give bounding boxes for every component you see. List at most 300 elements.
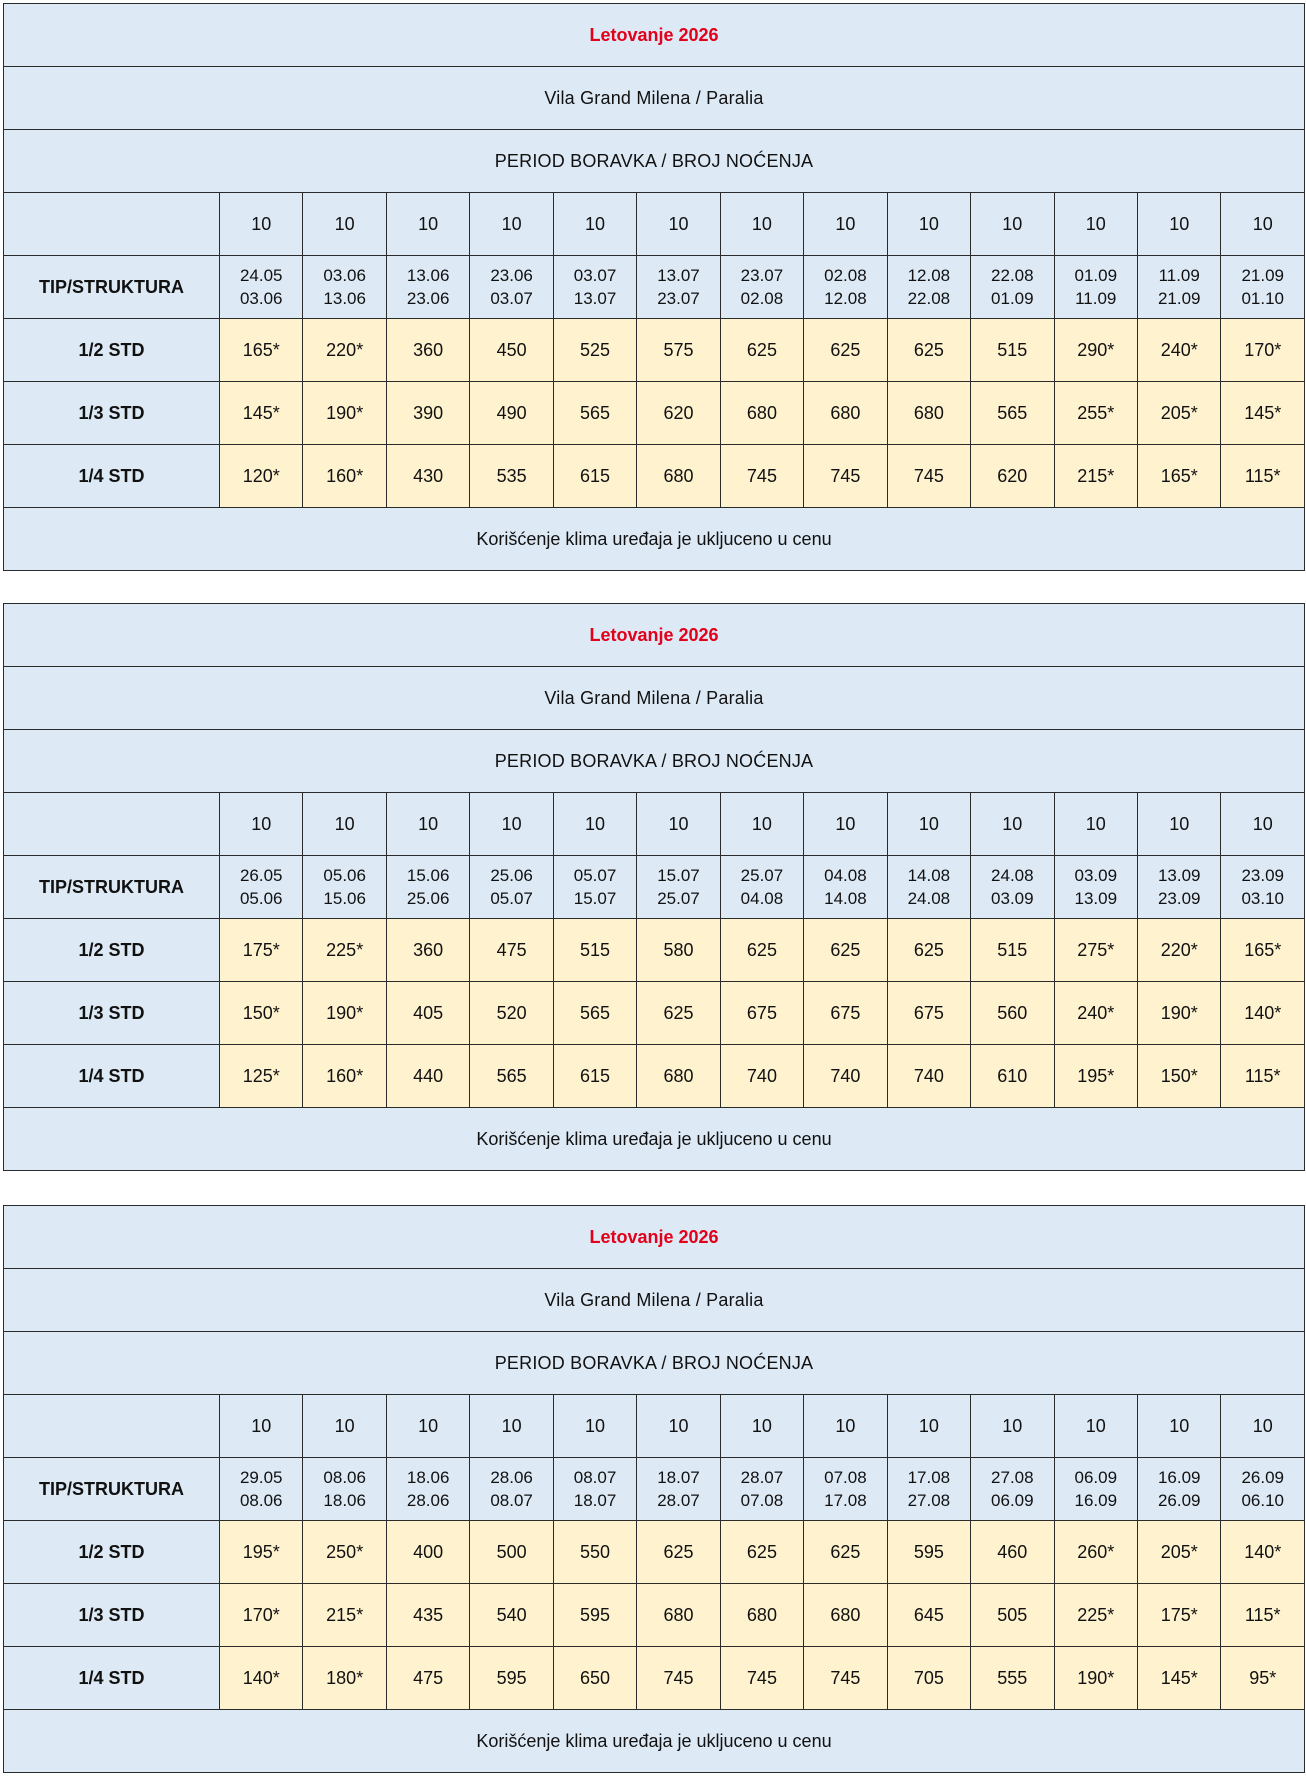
period-cell	[386, 856, 469, 919]
price-cell: 170*	[220, 1584, 303, 1647]
price-cell: 745	[637, 1647, 720, 1710]
price-cell: 260*	[1054, 1521, 1137, 1584]
nights-cell: 10	[553, 793, 636, 856]
price-cell: 560	[971, 982, 1054, 1045]
nights-cell: 10	[303, 1395, 386, 1458]
price-cell: 225*	[303, 919, 386, 982]
period-to: 03.06	[239, 289, 283, 308]
price-cell: 565	[971, 382, 1054, 445]
nights-cell: 10	[720, 1395, 803, 1458]
period-cell	[1221, 1458, 1305, 1521]
price-cell: 540	[470, 1584, 553, 1647]
period-cell	[303, 256, 386, 319]
nights-cell: 10	[804, 1395, 887, 1458]
price-cell: 145*	[1137, 1647, 1220, 1710]
price-table-block	[3, 603, 1305, 1171]
price-cell: 190*	[1137, 982, 1220, 1045]
price-cell: 610	[971, 1045, 1054, 1108]
nights-cell: 10	[386, 1395, 469, 1458]
season-title: Letovanje 2026	[4, 604, 1305, 667]
price-cell: 290*	[1054, 319, 1137, 382]
price-cell: 140*	[1221, 982, 1305, 1045]
period-cell	[887, 856, 970, 919]
hotel-name: Vila Grand Milena / Paralia	[4, 1269, 1305, 1332]
price-cell: 515	[971, 919, 1054, 982]
price-table-block	[3, 3, 1305, 571]
period-to: 22.08	[907, 289, 951, 308]
period-to: 13.09	[1074, 889, 1118, 908]
dates-row	[4, 1458, 1305, 1521]
price-cell: 615	[553, 1045, 636, 1108]
price-table	[3, 3, 1305, 571]
period-from: 23.09	[1241, 866, 1284, 885]
price-cell: 680	[637, 1584, 720, 1647]
price-cell: 680	[804, 382, 887, 445]
price-cell: 145*	[220, 382, 303, 445]
footer-note: Korišćenje klima uređaja je ukljuceno u cenu	[4, 508, 1305, 571]
period-cell	[637, 256, 720, 319]
period-to: 03.07	[490, 289, 533, 308]
price-cell: 275*	[1054, 919, 1137, 982]
period-to: 11.09	[1075, 289, 1117, 308]
room-type-label: 1/4 STD	[4, 445, 220, 508]
price-table	[3, 603, 1305, 1171]
nights-cell: 10	[303, 793, 386, 856]
nights-cell: 10	[1054, 193, 1137, 256]
price-cell: 175*	[220, 919, 303, 982]
period-from: 13.07	[657, 266, 700, 285]
price-cell: 115*	[1221, 445, 1305, 508]
price-cell: 625	[804, 1521, 887, 1584]
period-from: 27.08	[991, 1468, 1034, 1487]
price-cell: 620	[971, 445, 1054, 508]
season-title: Letovanje 2026	[4, 4, 1305, 67]
nights-cell: 10	[220, 1395, 303, 1458]
period-cell	[720, 1458, 803, 1521]
period-cell	[720, 256, 803, 319]
season-title: Letovanje 2026	[4, 1206, 1305, 1269]
price-row	[4, 1647, 1305, 1710]
price-cell: 745	[804, 445, 887, 508]
nights-cell: 10	[887, 1395, 970, 1458]
period-cell	[303, 856, 386, 919]
nights-cell: 10	[386, 193, 469, 256]
period-from: 25.07	[740, 866, 784, 885]
period-cell	[553, 256, 636, 319]
price-cell: 745	[887, 445, 970, 508]
period-from: 02.08	[824, 266, 867, 285]
price-cell: 500	[470, 1521, 553, 1584]
price-cell: 680	[637, 1045, 720, 1108]
price-cell: 515	[971, 319, 1054, 382]
period-cell	[804, 256, 887, 319]
period-cell	[637, 856, 720, 919]
price-cell: 680	[887, 382, 970, 445]
price-cell: 165*	[1137, 445, 1220, 508]
period-from: 17.08	[907, 1468, 951, 1487]
price-row	[4, 1584, 1305, 1647]
period-to: 16.09	[1074, 1491, 1118, 1510]
nights-cell: 10	[553, 1395, 636, 1458]
period-from: 01.09	[1074, 266, 1118, 285]
period-from: 14.08	[907, 866, 951, 885]
nights-cell: 10	[804, 193, 887, 256]
period-from: 13.09	[1157, 866, 1201, 885]
price-cell: 580	[637, 919, 720, 982]
type-label: TIP/STRUKTURA	[4, 256, 220, 319]
price-cell: 675	[804, 982, 887, 1045]
price-cell: 575	[637, 319, 720, 382]
period-from: 26.05	[239, 866, 283, 885]
price-cell: 120*	[220, 445, 303, 508]
price-cell: 160*	[303, 445, 386, 508]
period-from: 28.07	[740, 1468, 784, 1487]
nights-cell: 10	[887, 193, 970, 256]
price-cell: 565	[553, 982, 636, 1045]
price-table-block	[3, 1205, 1305, 1773]
period-to: 25.07	[657, 889, 700, 908]
price-cell: 115*	[1221, 1584, 1305, 1647]
period-from: 24.05	[239, 266, 283, 285]
nights-cell: 10	[637, 1395, 720, 1458]
price-cell: 680	[637, 445, 720, 508]
price-cell: 225*	[1054, 1584, 1137, 1647]
period-from: 13.06	[406, 266, 450, 285]
empty-cell	[4, 193, 220, 256]
price-cell: 190*	[303, 382, 386, 445]
nights-cell: 10	[1221, 193, 1305, 256]
period-cell	[804, 856, 887, 919]
period-from: 29.05	[239, 1468, 283, 1487]
period-header: PERIOD BORAVKA / BROJ NOĆENJA	[4, 130, 1305, 193]
price-cell: 625	[637, 982, 720, 1045]
nights-cell: 10	[1137, 193, 1220, 256]
price-cell: 680	[720, 382, 803, 445]
nights-cell: 10	[386, 793, 469, 856]
price-cell: 115*	[1221, 1045, 1305, 1108]
price-cell: 240*	[1137, 319, 1220, 382]
room-type-label: 1/4 STD	[4, 1647, 220, 1710]
period-cell	[1054, 256, 1137, 319]
price-cell: 615	[553, 445, 636, 508]
period-cell	[971, 856, 1054, 919]
period-cell	[220, 1458, 303, 1521]
period-to: 13.07	[573, 289, 617, 308]
price-cell: 675	[720, 982, 803, 1045]
period-cell	[1221, 856, 1305, 919]
nights-cell: 10	[1137, 793, 1220, 856]
price-cell: 180*	[303, 1647, 386, 1710]
period-cell	[470, 256, 553, 319]
type-label: TIP/STRUKTURA	[4, 1458, 220, 1521]
price-cell: 450	[470, 319, 553, 382]
price-cell: 190*	[303, 982, 386, 1045]
dates-row	[4, 856, 1305, 919]
price-cell: 625	[887, 319, 970, 382]
period-from: 26.09	[1241, 1468, 1284, 1487]
period-to: 06.09	[991, 1491, 1034, 1510]
nights-cell: 10	[971, 793, 1054, 856]
price-cell: 475	[386, 1647, 469, 1710]
price-cell: 745	[804, 1647, 887, 1710]
period-from: 07.08	[824, 1468, 867, 1487]
nights-cell: 10	[804, 793, 887, 856]
price-cell: 140*	[1221, 1521, 1305, 1584]
price-cell: 460	[971, 1521, 1054, 1584]
period-from: 08.06	[323, 1468, 366, 1487]
period-to: 13.06	[323, 289, 366, 308]
room-type-label: 1/2 STD	[4, 919, 220, 982]
footer-note: Korišćenje klima uređaja je ukljuceno u cenu	[4, 1108, 1305, 1171]
nights-cell: 10	[303, 193, 386, 256]
nights-cell: 10	[220, 193, 303, 256]
period-from: 15.07	[657, 866, 700, 885]
price-row	[4, 445, 1305, 508]
price-cell: 595	[887, 1521, 970, 1584]
nights-cell: 10	[553, 193, 636, 256]
period-cell	[470, 856, 553, 919]
nights-cell: 10	[971, 1395, 1054, 1458]
period-to: 27.08	[907, 1491, 951, 1510]
period-to: 18.06	[323, 1491, 366, 1510]
period-to: 18.07	[573, 1491, 617, 1510]
period-to: 01.10	[1241, 289, 1284, 308]
nights-cell: 10	[1137, 1395, 1220, 1458]
nights-row	[4, 193, 1305, 256]
period-to: 05.06	[239, 889, 283, 908]
price-cell: 220*	[303, 319, 386, 382]
period-from: 04.08	[824, 866, 867, 885]
price-cell: 400	[386, 1521, 469, 1584]
nights-cell: 10	[1054, 1395, 1137, 1458]
period-cell	[1137, 856, 1220, 919]
period-to: 07.08	[740, 1491, 784, 1510]
price-cell: 550	[553, 1521, 636, 1584]
price-cell: 175*	[1137, 1584, 1220, 1647]
period-cell	[553, 1458, 636, 1521]
period-from: 23.07	[740, 266, 784, 285]
period-from: 22.08	[991, 266, 1034, 285]
price-row	[4, 1045, 1305, 1108]
price-cell: 620	[637, 382, 720, 445]
price-cell: 565	[553, 382, 636, 445]
hotel-name: Vila Grand Milena / Paralia	[4, 667, 1305, 730]
period-cell	[1137, 256, 1220, 319]
price-row	[4, 382, 1305, 445]
period-cell	[220, 256, 303, 319]
period-header: PERIOD BORAVKA / BROJ NOĆENJA	[4, 730, 1305, 793]
period-to: 04.08	[740, 889, 784, 908]
period-to: 28.06	[406, 1491, 450, 1510]
price-cell: 150*	[1137, 1045, 1220, 1108]
period-to: 23.07	[657, 289, 700, 308]
price-table	[3, 1205, 1305, 1773]
price-cell: 145*	[1221, 382, 1305, 445]
period-cell	[386, 1458, 469, 1521]
price-cell: 165*	[220, 319, 303, 382]
period-cell	[386, 256, 469, 319]
period-cell	[887, 256, 970, 319]
period-cell	[553, 856, 636, 919]
period-from: 18.06	[406, 1468, 450, 1487]
period-to: 08.07	[490, 1491, 533, 1510]
nights-cell: 10	[637, 193, 720, 256]
period-to: 23.09	[1157, 889, 1201, 908]
price-cell: 170*	[1221, 319, 1305, 382]
price-row	[4, 919, 1305, 982]
price-cell: 745	[720, 445, 803, 508]
period-from: 21.09	[1241, 266, 1284, 285]
dates-row	[4, 256, 1305, 319]
price-row	[4, 1521, 1305, 1584]
price-cell: 625	[804, 319, 887, 382]
price-cell: 645	[887, 1584, 970, 1647]
price-cell: 535	[470, 445, 553, 508]
price-cell: 190*	[1054, 1647, 1137, 1710]
price-cell: 740	[720, 1045, 803, 1108]
price-cell: 680	[804, 1584, 887, 1647]
period-to: 14.08	[824, 889, 867, 908]
period-cell	[971, 256, 1054, 319]
type-label: TIP/STRUKTURA	[4, 856, 220, 919]
hotel-name: Vila Grand Milena / Paralia	[4, 67, 1305, 130]
period-from: 15.06	[406, 866, 450, 885]
period-header: PERIOD BORAVKA / BROJ NOĆENJA	[4, 1332, 1305, 1395]
price-cell: 680	[720, 1584, 803, 1647]
period-cell	[220, 856, 303, 919]
period-from: 05.06	[323, 866, 366, 885]
period-from: 18.07	[657, 1468, 700, 1487]
price-cell: 625	[720, 319, 803, 382]
price-cell: 215*	[1054, 445, 1137, 508]
period-from: 08.07	[573, 1468, 617, 1487]
price-cell: 195*	[220, 1521, 303, 1584]
period-to: 01.09	[991, 289, 1034, 308]
price-cell: 160*	[303, 1045, 386, 1108]
period-from: 03.07	[573, 266, 617, 285]
period-from: 06.09	[1074, 1468, 1118, 1487]
price-cell: 205*	[1137, 1521, 1220, 1584]
period-to: 08.06	[239, 1491, 283, 1510]
period-cell	[1054, 856, 1137, 919]
period-to: 03.10	[1241, 889, 1284, 908]
period-to: 25.06	[406, 889, 450, 908]
nights-cell: 10	[637, 793, 720, 856]
period-cell	[1137, 1458, 1220, 1521]
price-cell: 675	[887, 982, 970, 1045]
price-cell: 490	[470, 382, 553, 445]
room-type-label: 1/4 STD	[4, 1045, 220, 1108]
price-cell: 255*	[1054, 382, 1137, 445]
period-cell	[470, 1458, 553, 1521]
nights-cell: 10	[1221, 793, 1305, 856]
price-cell: 705	[887, 1647, 970, 1710]
period-to: 12.08	[824, 289, 867, 308]
price-cell: 595	[553, 1584, 636, 1647]
price-cell: 740	[804, 1045, 887, 1108]
price-cell: 595	[470, 1647, 553, 1710]
price-cell: 740	[887, 1045, 970, 1108]
nights-row	[4, 793, 1305, 856]
price-cell: 140*	[220, 1647, 303, 1710]
room-type-label: 1/3 STD	[4, 1584, 220, 1647]
period-cell	[1221, 256, 1305, 319]
price-cell: 250*	[303, 1521, 386, 1584]
period-cell	[804, 1458, 887, 1521]
period-to: 06.10	[1241, 1491, 1284, 1510]
empty-cell	[4, 793, 220, 856]
room-type-label: 1/3 STD	[4, 982, 220, 1045]
price-cell: 125*	[220, 1045, 303, 1108]
price-cell: 405	[386, 982, 469, 1045]
period-from: 16.09	[1157, 1468, 1201, 1487]
period-to: 26.09	[1157, 1491, 1201, 1510]
period-from: 25.06	[490, 866, 533, 885]
period-cell	[637, 1458, 720, 1521]
price-cell: 430	[386, 445, 469, 508]
nights-cell: 10	[470, 793, 553, 856]
price-cell: 625	[720, 919, 803, 982]
price-cell: 435	[386, 1584, 469, 1647]
price-cell: 625	[637, 1521, 720, 1584]
price-cell: 360	[386, 319, 469, 382]
period-to: 21.09	[1157, 289, 1201, 308]
period-cell	[887, 1458, 970, 1521]
nights-row	[4, 1395, 1305, 1458]
price-cell: 215*	[303, 1584, 386, 1647]
price-cell: 555	[971, 1647, 1054, 1710]
period-to: 15.07	[573, 889, 617, 908]
period-to: 17.08	[824, 1491, 867, 1510]
price-cell: 150*	[220, 982, 303, 1045]
price-cell: 205*	[1137, 382, 1220, 445]
nights-cell: 10	[470, 1395, 553, 1458]
price-cell: 390	[386, 382, 469, 445]
period-from: 11.09	[1158, 266, 1200, 285]
period-from: 03.06	[323, 266, 366, 285]
price-cell: 515	[553, 919, 636, 982]
period-cell	[971, 1458, 1054, 1521]
period-to: 15.06	[323, 889, 366, 908]
price-cell: 505	[971, 1584, 1054, 1647]
nights-cell: 10	[220, 793, 303, 856]
nights-cell: 10	[720, 793, 803, 856]
price-cell: 525	[553, 319, 636, 382]
period-from: 12.08	[907, 266, 951, 285]
price-cell: 520	[470, 982, 553, 1045]
nights-cell: 10	[470, 193, 553, 256]
room-type-label: 1/2 STD	[4, 1521, 220, 1584]
period-from: 03.09	[1074, 866, 1118, 885]
nights-cell: 10	[887, 793, 970, 856]
period-to: 24.08	[907, 889, 951, 908]
price-cell: 165*	[1221, 919, 1305, 982]
price-cell: 220*	[1137, 919, 1220, 982]
period-from: 05.07	[573, 866, 617, 885]
room-type-label: 1/2 STD	[4, 319, 220, 382]
price-cell: 95*	[1221, 1647, 1305, 1710]
price-row	[4, 319, 1305, 382]
footer-note: Korišćenje klima uređaja je ukljuceno u cenu	[4, 1710, 1305, 1773]
period-from: 24.08	[991, 866, 1034, 885]
nights-cell: 10	[1054, 793, 1137, 856]
nights-cell: 10	[971, 193, 1054, 256]
room-type-label: 1/3 STD	[4, 382, 220, 445]
price-cell: 440	[386, 1045, 469, 1108]
period-cell	[1054, 1458, 1137, 1521]
price-cell: 650	[553, 1647, 636, 1710]
price-row	[4, 982, 1305, 1045]
